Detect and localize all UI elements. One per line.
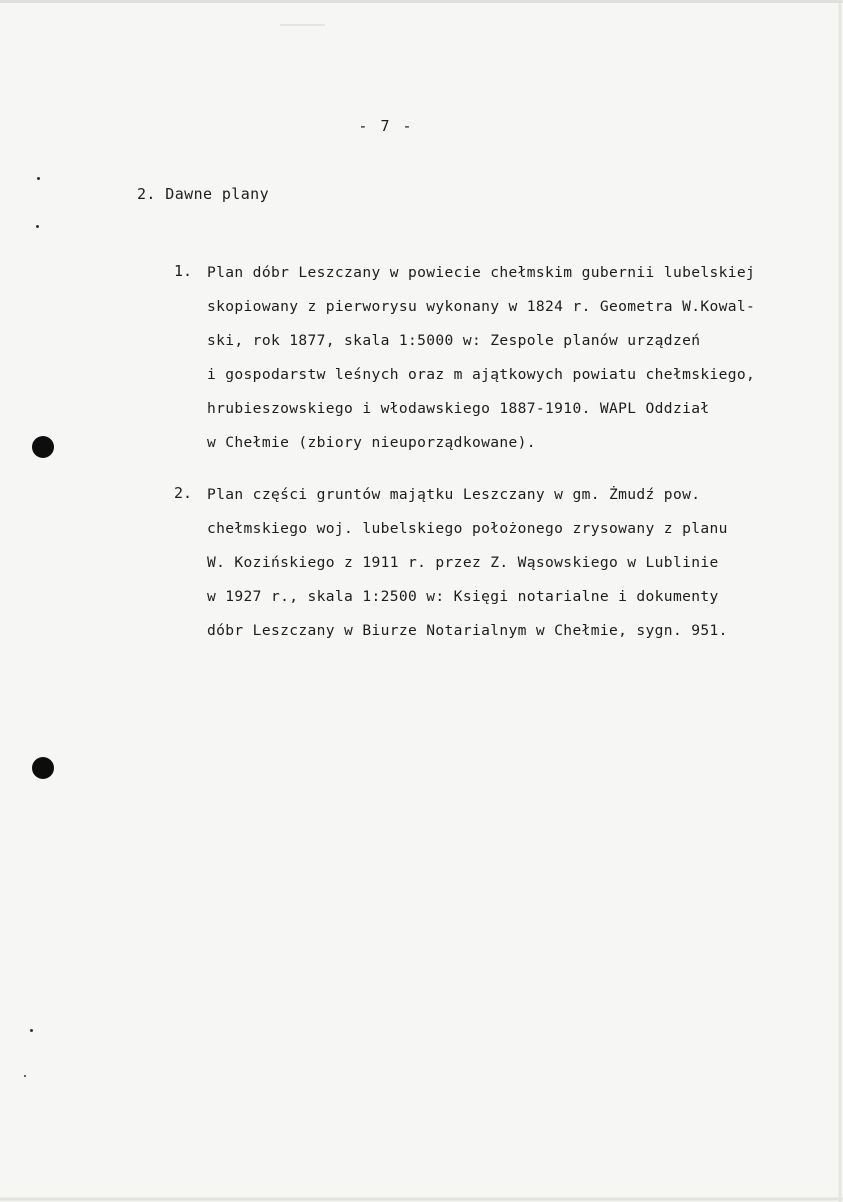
entry-line: W. Kozińskiego z 1911 r. przez Z. Wąsowskiego w Lublinie [207, 554, 719, 571]
entry-line: Plan dóbr Leszczany w powiecie chełmskim gubernii lubelskiej [207, 264, 756, 281]
entry-line: hrubieszowskiego i włodawskiego 1887-1910. WAPL Oddział [207, 400, 710, 417]
entry-line: ski, rok 1877, skala 1:5000 w: Zespole planów urządzeń [207, 332, 701, 349]
ink-speck [24, 1075, 26, 1077]
entry-line: skopiowany z pierworysu wykonany w 1824 r. Geometra W.Kowal- [207, 298, 756, 315]
entry-line: Plan części gruntów majątku Leszczany w gm. Żmudź pow. [207, 486, 701, 503]
page-number: - 7 - [358, 117, 414, 135]
ink-speck [37, 177, 40, 180]
section-heading: 2. Dawne plany [137, 185, 270, 203]
entry-text [207, 262, 827, 466]
ink-speck [30, 1029, 33, 1032]
entry-text [207, 484, 827, 654]
entry-line: w Chełmie (zbiory nieuporządkowane). [207, 434, 536, 451]
entry-number: 1. [173, 262, 192, 280]
ink-speck [36, 225, 39, 228]
entry-line: i gospodarstw leśnych oraz m ajątkowych powiatu chełmskiego, [207, 366, 756, 383]
entry-line: dóbr Leszczany w Biurze Notarialnym w Chełmie, sygn. 951. [207, 622, 728, 639]
punch-hole-bottom [32, 757, 54, 779]
entry-number: 2. [173, 484, 192, 502]
entry-line: chełmskiego woj. lubelskiego położonego zrysowany z planu [207, 520, 728, 537]
punch-hole-top [32, 436, 54, 458]
entry-line: w 1927 r., skala 1:2500 w: Księgi notarialne i dokumenty [207, 588, 719, 605]
